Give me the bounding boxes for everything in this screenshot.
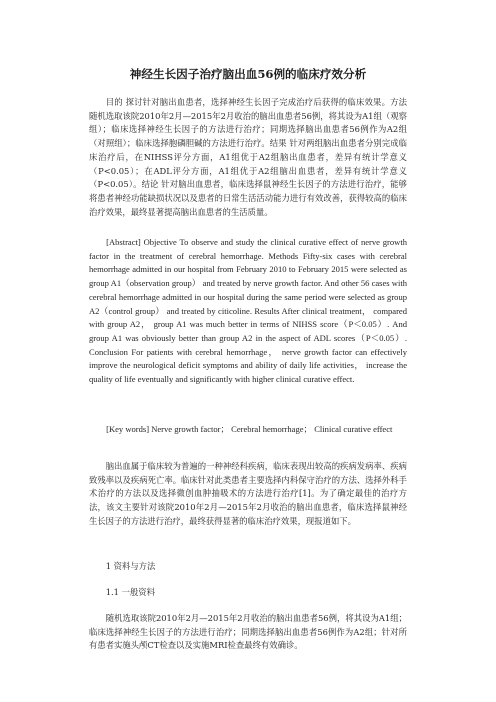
section-heading-materials-methods: 1 资料与方法 (105, 561, 156, 571)
abstract-chinese: 目的 探讨针对脑出血患者，选择神经生长因子完成治疗后获得的临床效果。方法 随机选取该院2010年2月—2015年2月收治的脑出血患者56例，将其设为A1组（观察组）；临床选择神经生长因子的方法进行治疗；同期选择脑出血患者56例作为A2组（对照组）；临床选择胞磷胆碱的方法进行治疗。结果 针对两组脑出血患者分别完成临床治疗后，在NIHSS评分方面，A1组优于A2组脑出血患者，差异有统计学意义（P<0.05）；在ADL评分方面，A1组优于A2组脑出血患者，差异有统计学意义（P<0.05）。结论 针对脑出血患者，临床选择鼠神经生长因子的方法进行治疗，能够将患者神经功能缺损状况以及患者的日常生活活动能力进行有效改善，获得较高的临床治疗效果，最终显著提高脑出血患者的生活质量。 (89, 97, 407, 217)
abstract-english: [Abstract] Objective To observe and study the clinical curative effect of nerve growth factor in the treatment of cerebral hemorrhage. Methods Fifty-six cases with cerebral hemorrhage admitted in our hospital from February 2010 to February 2015 were selected as group A1（observation group） and treated by nerve growth factor. And other 56 cases with cerebral hemorrhage admitted in our hospital during the same period were selected as group A2（control group） and treated by citicoline. Results After clinical treatment， compared with group A2， group A1 was much better in terms of NIHSS score（P＜0.05）. And group A1 was obviously better than group A2 in the aspect of ADL scores（P＜0.05）. Conclusion For patients with cerebral hemorrhage， nerve growth factor can effectively improve the neurological deficit symptoms and ability of daily life activities， increase the quality of life eventually and significantly with higher clinical curative effect. (89, 237, 407, 385)
paper-title: 神经生长因子治疗脑出血56例的临床疗效分析 (129, 67, 367, 81)
introduction-paragraph: 脑出血属于临床较为普遍的一种神经科疾病，临床表现出较高的疾病发病率、疾病致残率以及疾病死亡率。临床针对此类患者主要选择内科保守治疗的方法、选择外科手术治疗的方法以及选择微创血肿抽吸术的方法进行治疗[1]。为了确定最佳的治疗方法，该文主要针对该院2010年2月—2015年2月收治的脑出血患者，临床选择鼠神经生长因子的方法进行治疗，最终获得显著的临床治疗效果，现报道如下。 (89, 461, 407, 526)
body-paragraph-general-data: 随机选取该院2010年2月—2015年2月收治的脑出血患者56例，将其设为A1组；临床选择神经生长因子的方法进行治疗；同期选择脑出血患者56例作为A2组；针对所有患者实施头颅CT检查以及实施MRI检查最终有效确诊。 (89, 613, 407, 651)
keywords-english: [Key words] Nerve growth factor； Cerebral hemorrhage； Clinical curative effect (106, 424, 393, 434)
subsection-heading-general-data: 1.1 一般资料 (105, 587, 155, 597)
